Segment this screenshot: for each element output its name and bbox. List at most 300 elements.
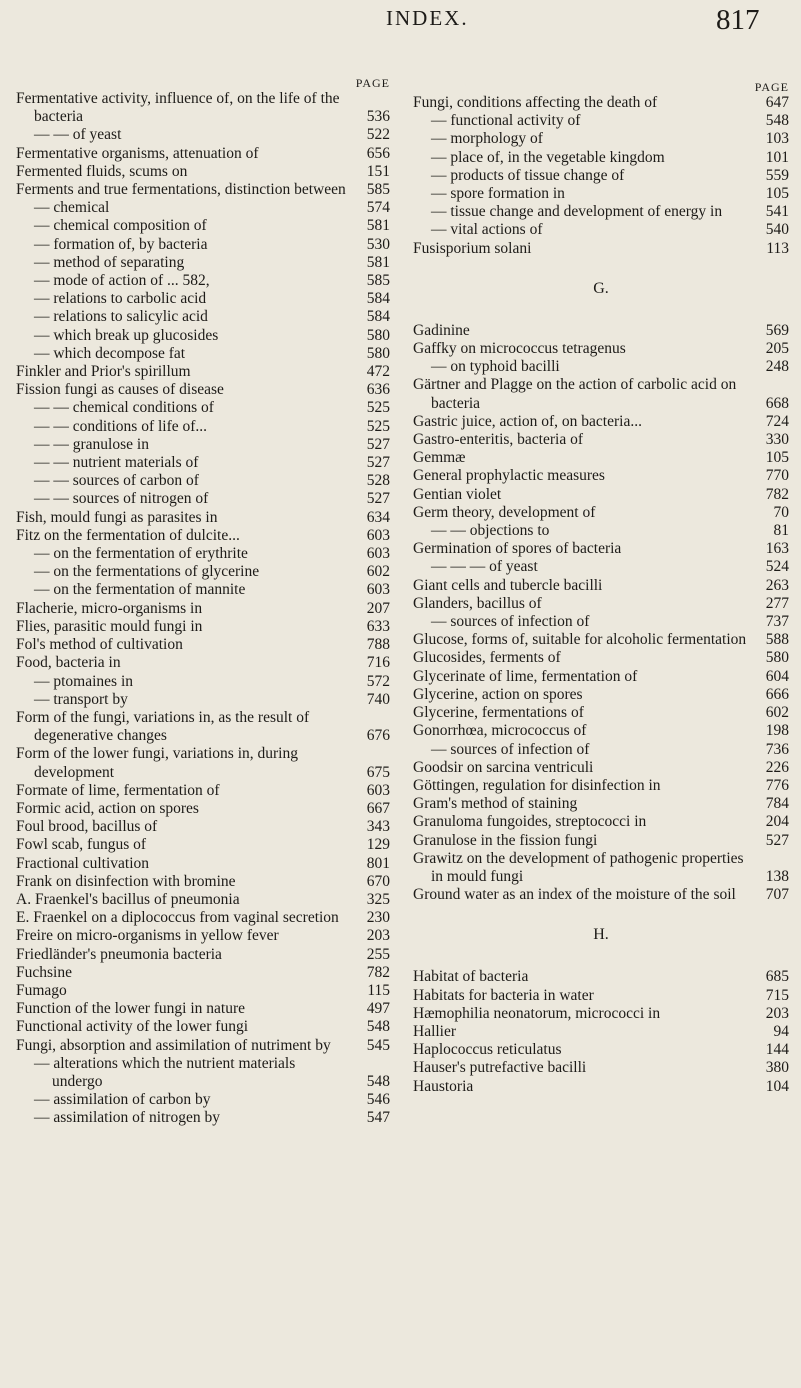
index-entry <box>413 1041 789 1059</box>
index-entry <box>413 558 789 576</box>
entry-text: — — sources of carbon of <box>34 472 199 490</box>
entry-text: Hauser's putrefactive bacilli <box>413 1059 587 1077</box>
index-entry <box>16 217 390 235</box>
entry-page-number: 580 <box>366 344 390 362</box>
index-entry <box>413 149 789 167</box>
entry-page-number: 163 <box>765 540 789 558</box>
index-entry <box>413 340 789 358</box>
entry-page-number: 277 <box>765 594 789 612</box>
index-entry <box>413 886 789 904</box>
page-number: 817 <box>716 4 760 36</box>
entry-page-number: 94 <box>773 1022 789 1040</box>
entry-page-number: 603 <box>366 545 390 563</box>
index-entry <box>16 363 390 381</box>
entry-page-number: 559 <box>765 166 789 184</box>
index-entry <box>413 832 789 850</box>
index-entry <box>413 221 789 239</box>
entry-page-number: 784 <box>765 795 789 813</box>
entry-page-number: 776 <box>765 776 789 794</box>
entry-page-number: 716 <box>366 654 390 672</box>
index-entry <box>16 163 390 181</box>
index-entry <box>16 381 390 399</box>
page-column-label: PAGE <box>355 76 390 90</box>
index-entry <box>413 577 789 595</box>
index-entry <box>413 376 789 412</box>
entry-text: Fermented fluids, scums on <box>16 162 188 180</box>
entry-page-number: 737 <box>765 613 789 631</box>
entry-text: Habitat of bacteria <box>413 968 529 986</box>
entry-text: — — objections to <box>431 522 550 540</box>
entry-text: Granulose in the fission fungi <box>413 831 598 849</box>
index-entry <box>413 449 789 467</box>
entry-text: E. Fraenkel on a diplococcus from vaginal secretion <box>16 909 339 927</box>
page-column-label: PAGE <box>754 80 789 94</box>
index-entry <box>413 777 789 795</box>
section-letter-h: H. <box>593 926 609 944</box>
entry-text: Fish, mould fungi as parasites in <box>16 508 218 526</box>
entry-text: — morphology of <box>431 130 543 148</box>
entry-page-number: 330 <box>765 431 789 449</box>
index-entry <box>413 1023 789 1041</box>
entry-text: Gärtner and Plagge on the action of carbolic acid on bacteria <box>413 376 737 412</box>
entry-page-number: 527 <box>366 435 390 453</box>
entry-page-number: 585 <box>366 181 390 199</box>
entry-page-number: 524 <box>765 558 789 576</box>
entry-page-number: 581 <box>366 217 390 235</box>
index-entry <box>413 668 789 686</box>
index-entry <box>413 522 789 540</box>
index-entry <box>413 130 789 148</box>
index-entry <box>16 454 390 472</box>
index-entry <box>413 540 789 558</box>
entry-page-number: 255 <box>366 945 390 963</box>
entry-page-number: 667 <box>366 799 390 817</box>
entry-text: Formic acid, action on spores <box>16 799 199 817</box>
entry-text: Form of the fungi, variations in, as the result of degenerative changes <box>16 708 310 745</box>
entry-page-number: 540 <box>765 221 789 239</box>
entry-text: Gram's method of staining <box>413 795 578 813</box>
entry-text: — assimilation of nitrogen by <box>34 1109 220 1127</box>
entry-text: Fungi, conditions affecting the death of <box>413 94 658 111</box>
entry-page-number: 676 <box>366 727 390 745</box>
entry-text: — method of separating <box>34 253 185 271</box>
index-entry <box>413 722 789 740</box>
entry-text: — sources of infection of <box>431 613 590 631</box>
entry-page-number: 574 <box>366 199 390 217</box>
index-entry <box>16 145 390 163</box>
index-entry <box>413 322 789 340</box>
entry-text: — chemical <box>34 199 110 217</box>
entry-page-number: 230 <box>366 909 390 927</box>
entry-text: Fungi, absorption and assimilation of nutriment by <box>16 1036 331 1054</box>
index-entry <box>413 631 789 649</box>
entry-text: — which decompose fat <box>34 344 186 362</box>
entry-text: Granuloma fungoides, streptococci in <box>413 813 647 831</box>
entry-page-number: 547 <box>366 1109 390 1127</box>
entry-text: Fission fungi as causes of disease <box>16 381 224 399</box>
index-entry <box>413 1078 789 1096</box>
entry-text: — on typhoid bacilli <box>431 358 560 376</box>
entry-page-number: 380 <box>765 1059 789 1077</box>
entry-page-number: 205 <box>765 340 789 358</box>
entry-text: Glucose, forms of, suitable for alcoholic fermentation <box>413 631 747 649</box>
entry-page-number: 203 <box>765 1004 789 1022</box>
index-entry <box>16 399 390 417</box>
entry-text: Glucosides, ferments of <box>413 649 561 667</box>
entry-text: — on the fermentations of glycerine <box>34 563 260 581</box>
index-entry <box>16 1109 390 1127</box>
entry-page-number: 636 <box>366 381 390 399</box>
index-entry <box>16 873 390 891</box>
entry-text: — assimilation of carbon by <box>34 1091 211 1109</box>
entry-text: — mode of action of ... 582, <box>34 272 210 290</box>
entry-text: Gastric juice, action of, on bacteria... <box>413 412 642 430</box>
entry-text: — — granulose in <box>34 435 149 453</box>
entry-page-number: 634 <box>366 508 390 526</box>
entry-page-number: 602 <box>366 563 390 581</box>
entry-text: Goodsir on sarcina ventriculi <box>413 758 594 776</box>
entry-page-number: 585 <box>366 272 390 290</box>
index-entry <box>16 745 390 781</box>
index-entry-list <box>413 968 789 1095</box>
entry-page-number: 144 <box>765 1041 789 1059</box>
entry-page-number: 101 <box>765 148 789 166</box>
entry-page-number: 580 <box>366 326 390 344</box>
entry-page-number: 198 <box>765 722 789 740</box>
entry-page-number: 770 <box>765 467 789 485</box>
index-entry <box>413 185 789 203</box>
entry-text: — formation of, by bacteria <box>34 235 208 253</box>
section-letter-g: G. <box>593 279 609 297</box>
index-entry <box>16 1018 390 1036</box>
entry-page-number: 472 <box>366 363 390 381</box>
entry-page-number: 656 <box>366 144 390 162</box>
entry-page-number: 584 <box>366 308 390 326</box>
index-entry <box>16 1055 390 1091</box>
index-entry <box>16 345 390 363</box>
entry-text: — — conditions of life of... <box>34 417 208 435</box>
entry-text: Freire on micro-organisms in yellow fever <box>16 927 279 945</box>
index-entry <box>16 126 390 144</box>
entry-page-number: 129 <box>366 836 390 854</box>
entry-text: Germination of spores of bacteria <box>413 540 622 558</box>
index-entry <box>16 946 390 964</box>
entry-page-number: 548 <box>366 1018 390 1036</box>
index-entry <box>413 741 789 759</box>
index-entry <box>413 968 789 986</box>
entry-page-number: 525 <box>366 417 390 435</box>
entry-text: — on the fermentation of mannite <box>34 581 246 599</box>
entry-page-number: 602 <box>765 704 789 722</box>
entry-text: Fusisporium solani <box>413 239 532 257</box>
entry-page-number: 572 <box>366 672 390 690</box>
entry-text: Fumago <box>16 981 67 999</box>
entry-text: Food, bacteria in <box>16 654 121 672</box>
entry-page-number: 207 <box>366 599 390 617</box>
index-entry <box>413 704 789 722</box>
entry-page-number: 633 <box>366 617 390 635</box>
entry-text: Glycerine, action on spores <box>413 685 583 703</box>
entry-page-number: 525 <box>366 399 390 417</box>
index-entry <box>413 1059 789 1077</box>
index-entry <box>16 472 390 490</box>
entry-page-number: 113 <box>766 239 789 257</box>
entry-text: Friedländer's pneumonia bacteria <box>16 945 222 963</box>
entry-text: Göttingen, regulation for disinfection in <box>413 776 661 794</box>
index-entry <box>16 581 390 599</box>
entry-text: Finkler and Prior's spirillum <box>16 363 191 381</box>
entry-text: Ground water as an index of the moisture of the soil <box>413 886 736 904</box>
left-index-column <box>16 76 390 1128</box>
entry-page-number: 548 <box>366 1072 390 1090</box>
index-entry <box>16 290 390 308</box>
entry-text: — on the fermentation of erythrite <box>34 545 248 563</box>
entry-text: Fowl scab, fungus of <box>16 836 147 854</box>
entry-text: Gastro-enteritis, bacteria of <box>413 431 583 449</box>
entry-page-number: 115 <box>367 981 390 999</box>
entry-page-number: 541 <box>765 203 789 221</box>
index-entry <box>413 850 789 886</box>
entry-text: Gentian violet <box>413 485 502 503</box>
entry-text: Gaffky on micrococcus tetragenus <box>413 340 626 358</box>
index-entry <box>16 563 390 581</box>
entry-text: Foul brood, bacillus of <box>16 818 158 836</box>
entry-text: Glanders, bacillus of <box>413 594 542 612</box>
entry-text: Fermentative organisms, attenuation of <box>16 144 259 162</box>
entry-page-number: 103 <box>765 130 789 148</box>
index-entry-list <box>413 94 789 258</box>
index-entry <box>16 891 390 909</box>
index-entry <box>413 686 789 704</box>
entry-page-number: 527 <box>366 490 390 508</box>
entry-text: Frank on disinfection with bromine <box>16 872 236 890</box>
index-entry <box>413 240 789 258</box>
entry-text: Gonorrhœa, micrococcus of <box>413 722 587 740</box>
index-entry <box>16 818 390 836</box>
index-entry <box>16 709 390 745</box>
index-entry <box>16 327 390 345</box>
entry-page-number: 527 <box>366 454 390 472</box>
index-entry <box>16 654 390 672</box>
index-entry <box>413 504 789 522</box>
entry-text: Fermentative activity, influence of, on the life of the bacteria <box>16 90 340 126</box>
index-entry <box>16 782 390 800</box>
entry-text: Fuchsine <box>16 963 72 981</box>
entry-text: Hæmophilia neonatorum, micrococci in <box>413 1004 661 1022</box>
entry-page-number: 343 <box>366 818 390 836</box>
entry-text: — which break up glucosides <box>34 326 219 344</box>
index-entry <box>16 199 390 217</box>
index-entry <box>16 673 390 691</box>
index-entry <box>16 236 390 254</box>
index-entry <box>16 509 390 527</box>
index-entry <box>413 759 789 777</box>
index-entry <box>16 600 390 618</box>
index-entry <box>413 595 789 613</box>
index-entry <box>413 203 789 221</box>
index-entry <box>16 545 390 563</box>
entry-page-number: 546 <box>366 1091 390 1109</box>
entry-page-number: 788 <box>366 636 390 654</box>
index-entry <box>413 795 789 813</box>
entry-text: Grawitz on the development of pathogenic properties in mould fungi <box>413 849 744 885</box>
index-entry <box>413 813 789 831</box>
entry-page-number: 530 <box>366 235 390 253</box>
entry-page-number: 528 <box>366 472 390 490</box>
entry-text: — sources of infection of <box>431 740 590 758</box>
index-entry <box>413 358 789 376</box>
entry-text: Functional activity of the lower fungi <box>16 1018 249 1036</box>
entry-page-number: 151 <box>366 162 390 180</box>
entry-page-number: 545 <box>366 1036 390 1054</box>
entry-page-number: 588 <box>765 631 789 649</box>
entry-text: Glycerine, fermentations of <box>413 704 584 722</box>
entry-page-number: 604 <box>765 667 789 685</box>
entry-text: Form of the lower fungi, variations in, during development <box>16 745 298 781</box>
entry-text: — relations to carbolic acid <box>34 290 207 308</box>
entry-text: Flacherie, micro-organisms in <box>16 599 203 617</box>
index-entry <box>413 94 789 112</box>
entry-text: — — chemical conditions of <box>34 399 214 417</box>
entry-text: Haplococcus reticulatus <box>413 1041 562 1059</box>
index-entry <box>16 1091 390 1109</box>
entry-page-number: 497 <box>366 1000 390 1018</box>
entry-page-number: 715 <box>765 986 789 1004</box>
entry-text: Gadinine <box>413 321 470 339</box>
entry-page-number: 782 <box>765 485 789 503</box>
index-entry <box>16 636 390 654</box>
entry-page-number: 263 <box>765 576 789 594</box>
entry-page-number: 536 <box>366 108 390 126</box>
entry-page-number: 105 <box>765 449 789 467</box>
entry-text: Flies, parasitic mould fungi in <box>16 617 203 635</box>
entry-page-number: 670 <box>366 872 390 890</box>
entry-text: — — nutrient materials of <box>34 454 199 472</box>
entry-page-number: 740 <box>366 690 390 708</box>
entry-page-number: 580 <box>765 649 789 667</box>
index-entry <box>413 613 789 631</box>
entry-page-number: 647 <box>765 94 789 111</box>
entry-page-number: 736 <box>765 740 789 758</box>
entry-page-number: 138 <box>765 867 789 885</box>
entry-text: Hallier <box>413 1022 457 1040</box>
index-entry <box>413 987 789 1005</box>
entry-page-number: 675 <box>366 763 390 781</box>
entry-page-number: 603 <box>366 526 390 544</box>
index-entry <box>16 418 390 436</box>
entry-text: — ptomaines in <box>34 672 134 690</box>
entry-page-number: 204 <box>765 813 789 831</box>
index-entry <box>16 909 390 927</box>
index-entry <box>413 1005 789 1023</box>
entry-text: — functional activity of <box>431 112 581 130</box>
entry-text: — — — of yeast <box>431 558 538 576</box>
index-entry <box>16 618 390 636</box>
index-entry <box>16 181 390 199</box>
entry-page-number: 325 <box>366 890 390 908</box>
index-entry <box>16 272 390 290</box>
entry-text: — relations to salicylic acid <box>34 308 208 326</box>
entry-page-number: 685 <box>765 968 789 986</box>
entry-page-number: 569 <box>765 321 789 339</box>
entry-page-number: 81 <box>773 522 789 540</box>
index-entry <box>16 800 390 818</box>
index-entry <box>16 254 390 272</box>
entry-text: — alterations which the nutrient materials undergo <box>34 1054 296 1090</box>
index-entry <box>16 836 390 854</box>
index-entry <box>413 467 789 485</box>
entry-page-number: 203 <box>366 927 390 945</box>
entry-page-number: 801 <box>366 854 390 872</box>
entry-text: Giant cells and tubercle bacilli <box>413 576 603 594</box>
entry-text: — transport by <box>34 690 128 708</box>
entry-text: A. Fraenkel's bacillus of pneumonia <box>16 890 240 908</box>
entry-text: — tissue change and development of energy in <box>431 203 723 221</box>
index-entry <box>16 964 390 982</box>
index-entry-list <box>16 90 390 1128</box>
entry-page-number: 581 <box>366 253 390 271</box>
entry-page-number: 584 <box>366 290 390 308</box>
index-entry <box>16 855 390 873</box>
index-entry <box>16 490 390 508</box>
entry-text: — place of, in the vegetable kingdom <box>431 148 665 166</box>
entry-page-number: 104 <box>765 1077 789 1095</box>
index-entry <box>16 927 390 945</box>
entry-page-number: 548 <box>765 112 789 130</box>
entry-text: Germ theory, development of <box>413 503 596 521</box>
entry-page-number: 527 <box>765 831 789 849</box>
index-entry <box>16 1000 390 1018</box>
entry-text: Gemmæ <box>413 449 466 467</box>
entry-text: Glycerinate of lime, fermentation of <box>413 667 638 685</box>
entry-text: — spore formation in <box>431 185 565 203</box>
index-entry <box>16 691 390 709</box>
index-entry <box>413 431 789 449</box>
entry-text: Formate of lime, fermentation of <box>16 781 220 799</box>
entry-text: Function of the lower fungi in nature <box>16 1000 246 1018</box>
entry-page-number: 668 <box>765 394 789 412</box>
index-entry <box>413 486 789 504</box>
entry-text: Haustoria <box>413 1077 474 1095</box>
entry-text: Habitats for bacteria in water <box>413 986 594 1004</box>
entry-text: — — sources of nitrogen of <box>34 490 209 508</box>
entry-text: — — of yeast <box>34 126 122 144</box>
entry-page-number: 666 <box>765 685 789 703</box>
entry-page-number: 707 <box>765 886 789 904</box>
entry-text: Fitz on the fermentation of dulcite... <box>16 526 240 544</box>
entry-page-number: 603 <box>366 581 390 599</box>
entry-page-number: 522 <box>366 126 390 144</box>
index-entry <box>16 1037 390 1055</box>
entry-page-number: 782 <box>366 963 390 981</box>
entry-text: General prophylactic measures <box>413 467 605 485</box>
entry-text: Ferments and true fermentations, distinction between <box>16 181 346 199</box>
index-entry <box>16 982 390 1000</box>
index-entry <box>16 90 390 126</box>
index-entry <box>413 649 789 667</box>
entry-text: — chemical composition of <box>34 217 207 235</box>
entry-text: Fractional cultivation <box>16 854 150 872</box>
index-entry <box>16 527 390 545</box>
index-entry <box>16 436 390 454</box>
index-entry <box>413 413 789 431</box>
running-header-title: INDEX. <box>386 6 469 30</box>
entry-text: Fol's method of cultivation <box>16 636 183 654</box>
index-entry-list <box>413 322 789 905</box>
index-entry <box>413 167 789 185</box>
index-entry <box>413 112 789 130</box>
entry-text: — vital actions of <box>431 221 543 239</box>
